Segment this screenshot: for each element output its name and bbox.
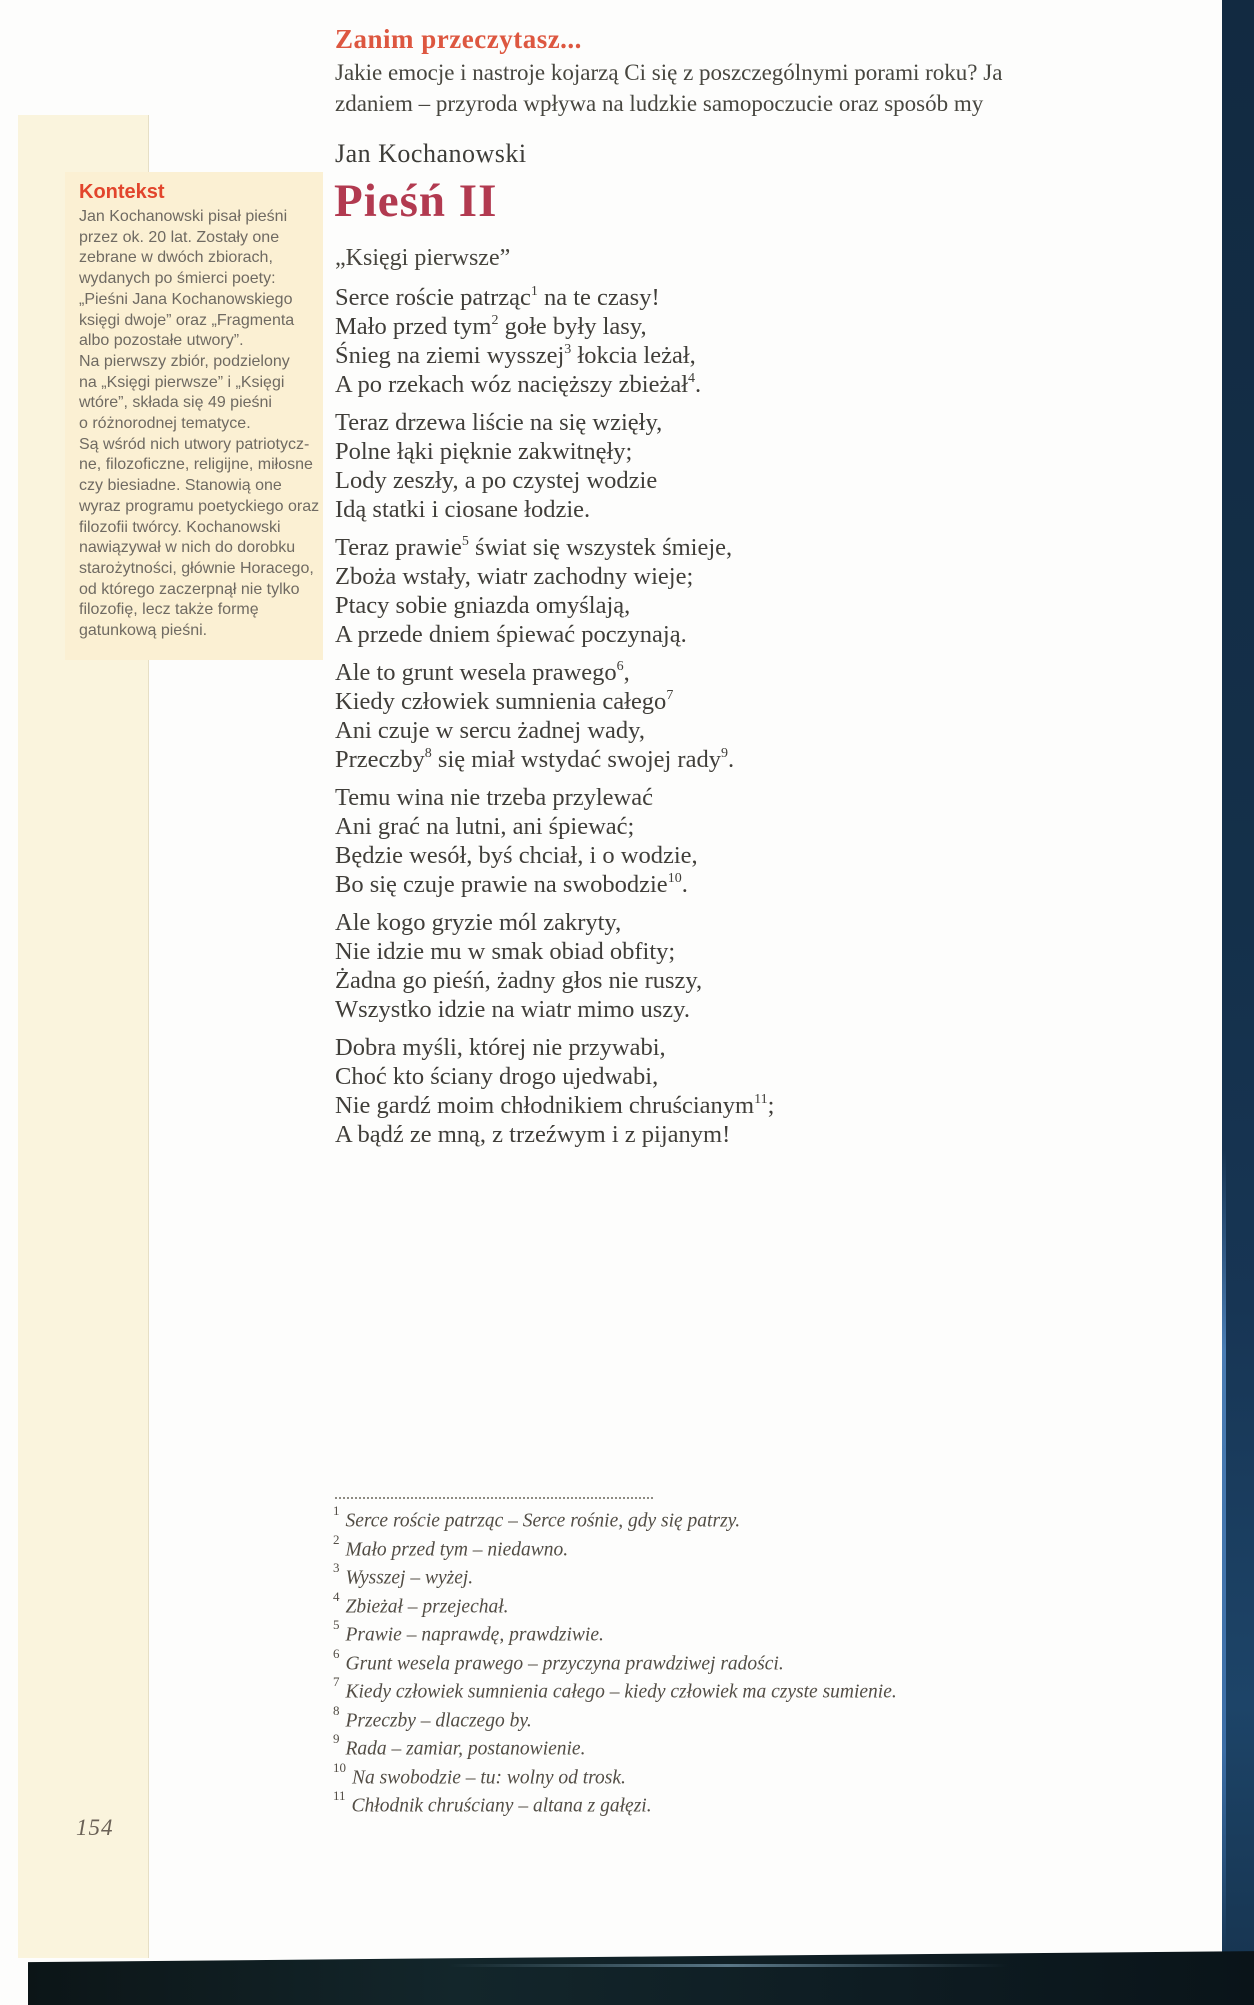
footnote-number: 6 xyxy=(333,1645,340,1661)
poem-line: Teraz prawie$^5$ świat się wszystek śmieje, xyxy=(335,533,733,561)
context-text-line: przez ok. 20 lat. Zostały one xyxy=(79,228,280,246)
footnote-ref: 10 xyxy=(667,870,682,886)
footnote xyxy=(333,1561,1213,1590)
footnote xyxy=(333,1789,1213,1818)
footnote-ref: 11 xyxy=(754,1091,768,1107)
context-text-line: wydanych po śmierci poety: xyxy=(79,270,276,288)
footnote-number: 11 xyxy=(333,1788,346,1803)
footnote-number: 7 xyxy=(333,1674,340,1689)
footnote-ref: 1 xyxy=(530,283,538,299)
footnote-number: 8 xyxy=(333,1702,340,1718)
context-text-line: filozofię, lecz także formę xyxy=(79,601,259,619)
poem-line: Bo się czuje prawie na swobodzie$^{10}$. xyxy=(335,870,688,898)
poem-line: Choć kto ściany drogo ujedwabi, xyxy=(335,1063,659,1090)
footnote-number: 3 xyxy=(333,1560,340,1575)
poem-line: Nie idzie mu w smak obiad obfity; xyxy=(335,938,676,965)
footnote-ref: 2 xyxy=(491,312,499,328)
poem-title: Pieśń II xyxy=(334,175,498,227)
footnote xyxy=(333,1647,1213,1676)
footnote-number: 4 xyxy=(333,1588,340,1604)
poem-line: Teraz drzewa liście na się wzięły, xyxy=(335,409,663,436)
context-text-line: filozofii twórcy. Kochanowski xyxy=(79,518,281,536)
poem-line: Śnieg na ziemi wysszej$^3$ łokcia leżał, xyxy=(335,341,696,369)
footnote-number: 9 xyxy=(333,1731,340,1746)
context-text-line: albo pozostałe utwory”. xyxy=(79,332,244,350)
footnote-ref: 6 xyxy=(616,658,624,674)
footnote-text: Przeczby – dlaczego by. xyxy=(345,1710,532,1731)
context-text-line: wyraz programu poetyckiego oraz xyxy=(79,497,320,515)
footnote-ref: 9 xyxy=(720,745,728,761)
book-edge-bottom-sheen xyxy=(448,1964,1008,1967)
footnote xyxy=(333,1761,1213,1790)
poem-stanza xyxy=(335,283,1035,399)
context-box-body xyxy=(79,207,320,642)
poem-subtitle: „Księgi pierwsze” xyxy=(335,245,511,271)
footnote-text: Mało przed tym – niedawno. xyxy=(345,1539,569,1560)
poem-line: Serce roście patrząc$^1$ na te czasy! xyxy=(335,283,660,311)
poem-stanza xyxy=(335,908,1035,1024)
context-text-line: Są wśród nich utwory patriotycz- xyxy=(79,435,310,453)
context-text-line: na „Księgi pierwsze” i „Księgi xyxy=(79,373,285,391)
poem-line: Żadna go pieśń, żadny głos nie ruszy, xyxy=(335,967,703,994)
poem-stanza xyxy=(335,533,1035,649)
footnote-text: Na swobodzie – tu: wolny od trosk. xyxy=(352,1767,626,1788)
footnote xyxy=(333,1704,1213,1733)
footnote-ref: 7 xyxy=(666,687,674,703)
poem-line: Idą statki i ciosane łodzie. xyxy=(335,496,591,523)
footnote-text: Prawie – naprawdę, prawdziwie. xyxy=(345,1624,604,1646)
footnote-text: Kiedy człowiek sumnienia całego – kiedy człowiek ma czyste sumienie. xyxy=(345,1681,897,1703)
book-edge-right xyxy=(1222,0,1254,2005)
poem-author: Jan Kochanowski xyxy=(335,139,527,168)
poem-line: Zboża wstały, wiatr zachodny wieje; xyxy=(335,563,694,590)
poem-line: A przede dniem śpiewać poczynają. xyxy=(335,621,687,648)
context-text-line: ne, filozoficzne, religijne, miłosne xyxy=(79,456,313,474)
book-edge-bottom xyxy=(28,1950,1254,2005)
context-text-line: o różnorodnej tematyce. xyxy=(79,415,251,433)
context-text-line: czy biesiadne. Stanowią one xyxy=(79,477,282,495)
footnote xyxy=(333,1533,1213,1562)
poem-line: Ani czuje w sercu żadnej wady, xyxy=(335,717,645,744)
poem-body xyxy=(335,283,1035,1158)
footnote-ref: 8 xyxy=(424,745,432,761)
footnote-text: Wysszej – wyżej. xyxy=(345,1567,474,1589)
context-text-line: Na pierwszy zbiór, podzielony xyxy=(79,352,290,370)
context-box xyxy=(65,172,323,660)
footnote xyxy=(333,1618,1213,1647)
context-text-line: księgi dwoje” oraz „Fragmenta xyxy=(79,311,295,329)
footnote-text: Rada – zamiar, postanowienie. xyxy=(345,1738,586,1760)
footnote-text: Grunt wesela prawego – przyczyna prawdziwej radości. xyxy=(345,1653,784,1674)
context-text-line: starożytności, głównie Horacego, xyxy=(79,559,314,577)
pre-reading-text-line1: Jakie emocje i nastroje kojarzą Ci się z poszczególnymi porami roku? Ja xyxy=(335,60,1003,85)
context-text-line: nawiązywał w nich do dorobku xyxy=(79,539,296,557)
poem-line: Temu wina nie trzeba przylewać xyxy=(335,784,653,811)
footnote-text: Zbieżał – przejechał. xyxy=(345,1596,509,1617)
context-text-line: zebrane w dwóch zbiorach, xyxy=(79,249,273,267)
poem-line: Dobra myśli, której nie przywabi, xyxy=(335,1034,666,1061)
poem-line: Mało przed tym$^2$ gołe były lasy, xyxy=(335,312,647,340)
poem-line: Kiedy człowiek sumnienia całego$^7$ xyxy=(335,687,674,715)
context-text-line: gatunkową pieśni. xyxy=(79,622,208,640)
context-text-line: wtóre”, składa się 49 pieśni xyxy=(79,394,272,412)
pre-reading-text-line2: zdaniem – przyroda wpływa na ludzkie samopoczucie oraz sposób my xyxy=(335,91,984,116)
poem-stanza xyxy=(335,658,1035,774)
footnote-ref: 4 xyxy=(688,370,696,386)
footnote-separator xyxy=(335,1497,653,1499)
poem-line: Nie gardź moim chłodnikiem chruścianym$^{11}$; xyxy=(335,1091,775,1119)
footnote xyxy=(333,1504,1213,1533)
footnote-ref: 3 xyxy=(564,341,572,357)
poem-line: Ani grać na lutni, ani śpiewać; xyxy=(335,813,635,840)
context-text-line: „Pieśni Jana Kochanowskiego xyxy=(79,290,293,308)
page-number: 154 xyxy=(76,1815,114,1840)
poem-stanza xyxy=(335,783,1035,899)
footnote-number: 2 xyxy=(333,1531,340,1547)
poem-stanza xyxy=(335,408,1035,524)
poem-line: Polne łąki pięknie zakwitnęły; xyxy=(335,438,633,465)
poem-line: A po rzekach wóz nacięższy zbieżał$^4$. xyxy=(335,370,702,398)
footnote-number: 5 xyxy=(333,1617,340,1632)
poem-line: Ale kogo gryzie mól zakryty, xyxy=(335,909,622,936)
footnotes-list xyxy=(333,1504,1213,1818)
footnote-text: Serce roście patrząc – Serce rośnie, gdy się patrzy. xyxy=(345,1510,741,1532)
context-box-title: Kontekst xyxy=(79,181,165,203)
poem-line: A bądź ze mną, z trzeźwym i z pijanym! xyxy=(335,1121,731,1148)
book-edge-right-highlight xyxy=(1222,1150,1226,1950)
footnote xyxy=(333,1675,1213,1704)
poem-line: Ale to grunt wesela prawego$^6$, xyxy=(335,658,630,686)
poem-line: Wszystko idzie na wiatr mimo uszy. xyxy=(335,996,690,1023)
footnote xyxy=(333,1732,1213,1761)
footnote-ref: 5 xyxy=(461,533,469,549)
pre-reading-heading: Zanim przeczytasz... xyxy=(335,24,582,54)
poem-line: Ptacy sobie gniazda omyślają, xyxy=(335,592,631,619)
poem-line: Przeczby$^8$ się miał wstydać swojej rady$^9$. xyxy=(335,745,735,773)
footnote xyxy=(333,1590,1213,1619)
poem-stanza xyxy=(335,1033,1035,1149)
poem-line: Będzie wesół, byś chciał, i o wodzie, xyxy=(335,842,698,869)
poem-line: Lody zeszły, a po czystej wodzie xyxy=(335,467,658,494)
footnote-number: 10 xyxy=(333,1759,346,1775)
footnote-text: Chłodnik chruściany – altana z gałęzi. xyxy=(351,1795,652,1817)
context-text-line: Jan Kochanowski pisał pieśni xyxy=(79,208,288,225)
footnote-number: 1 xyxy=(333,1503,340,1518)
context-text-line: od którego zaczerpnął nie tylko xyxy=(79,580,300,598)
